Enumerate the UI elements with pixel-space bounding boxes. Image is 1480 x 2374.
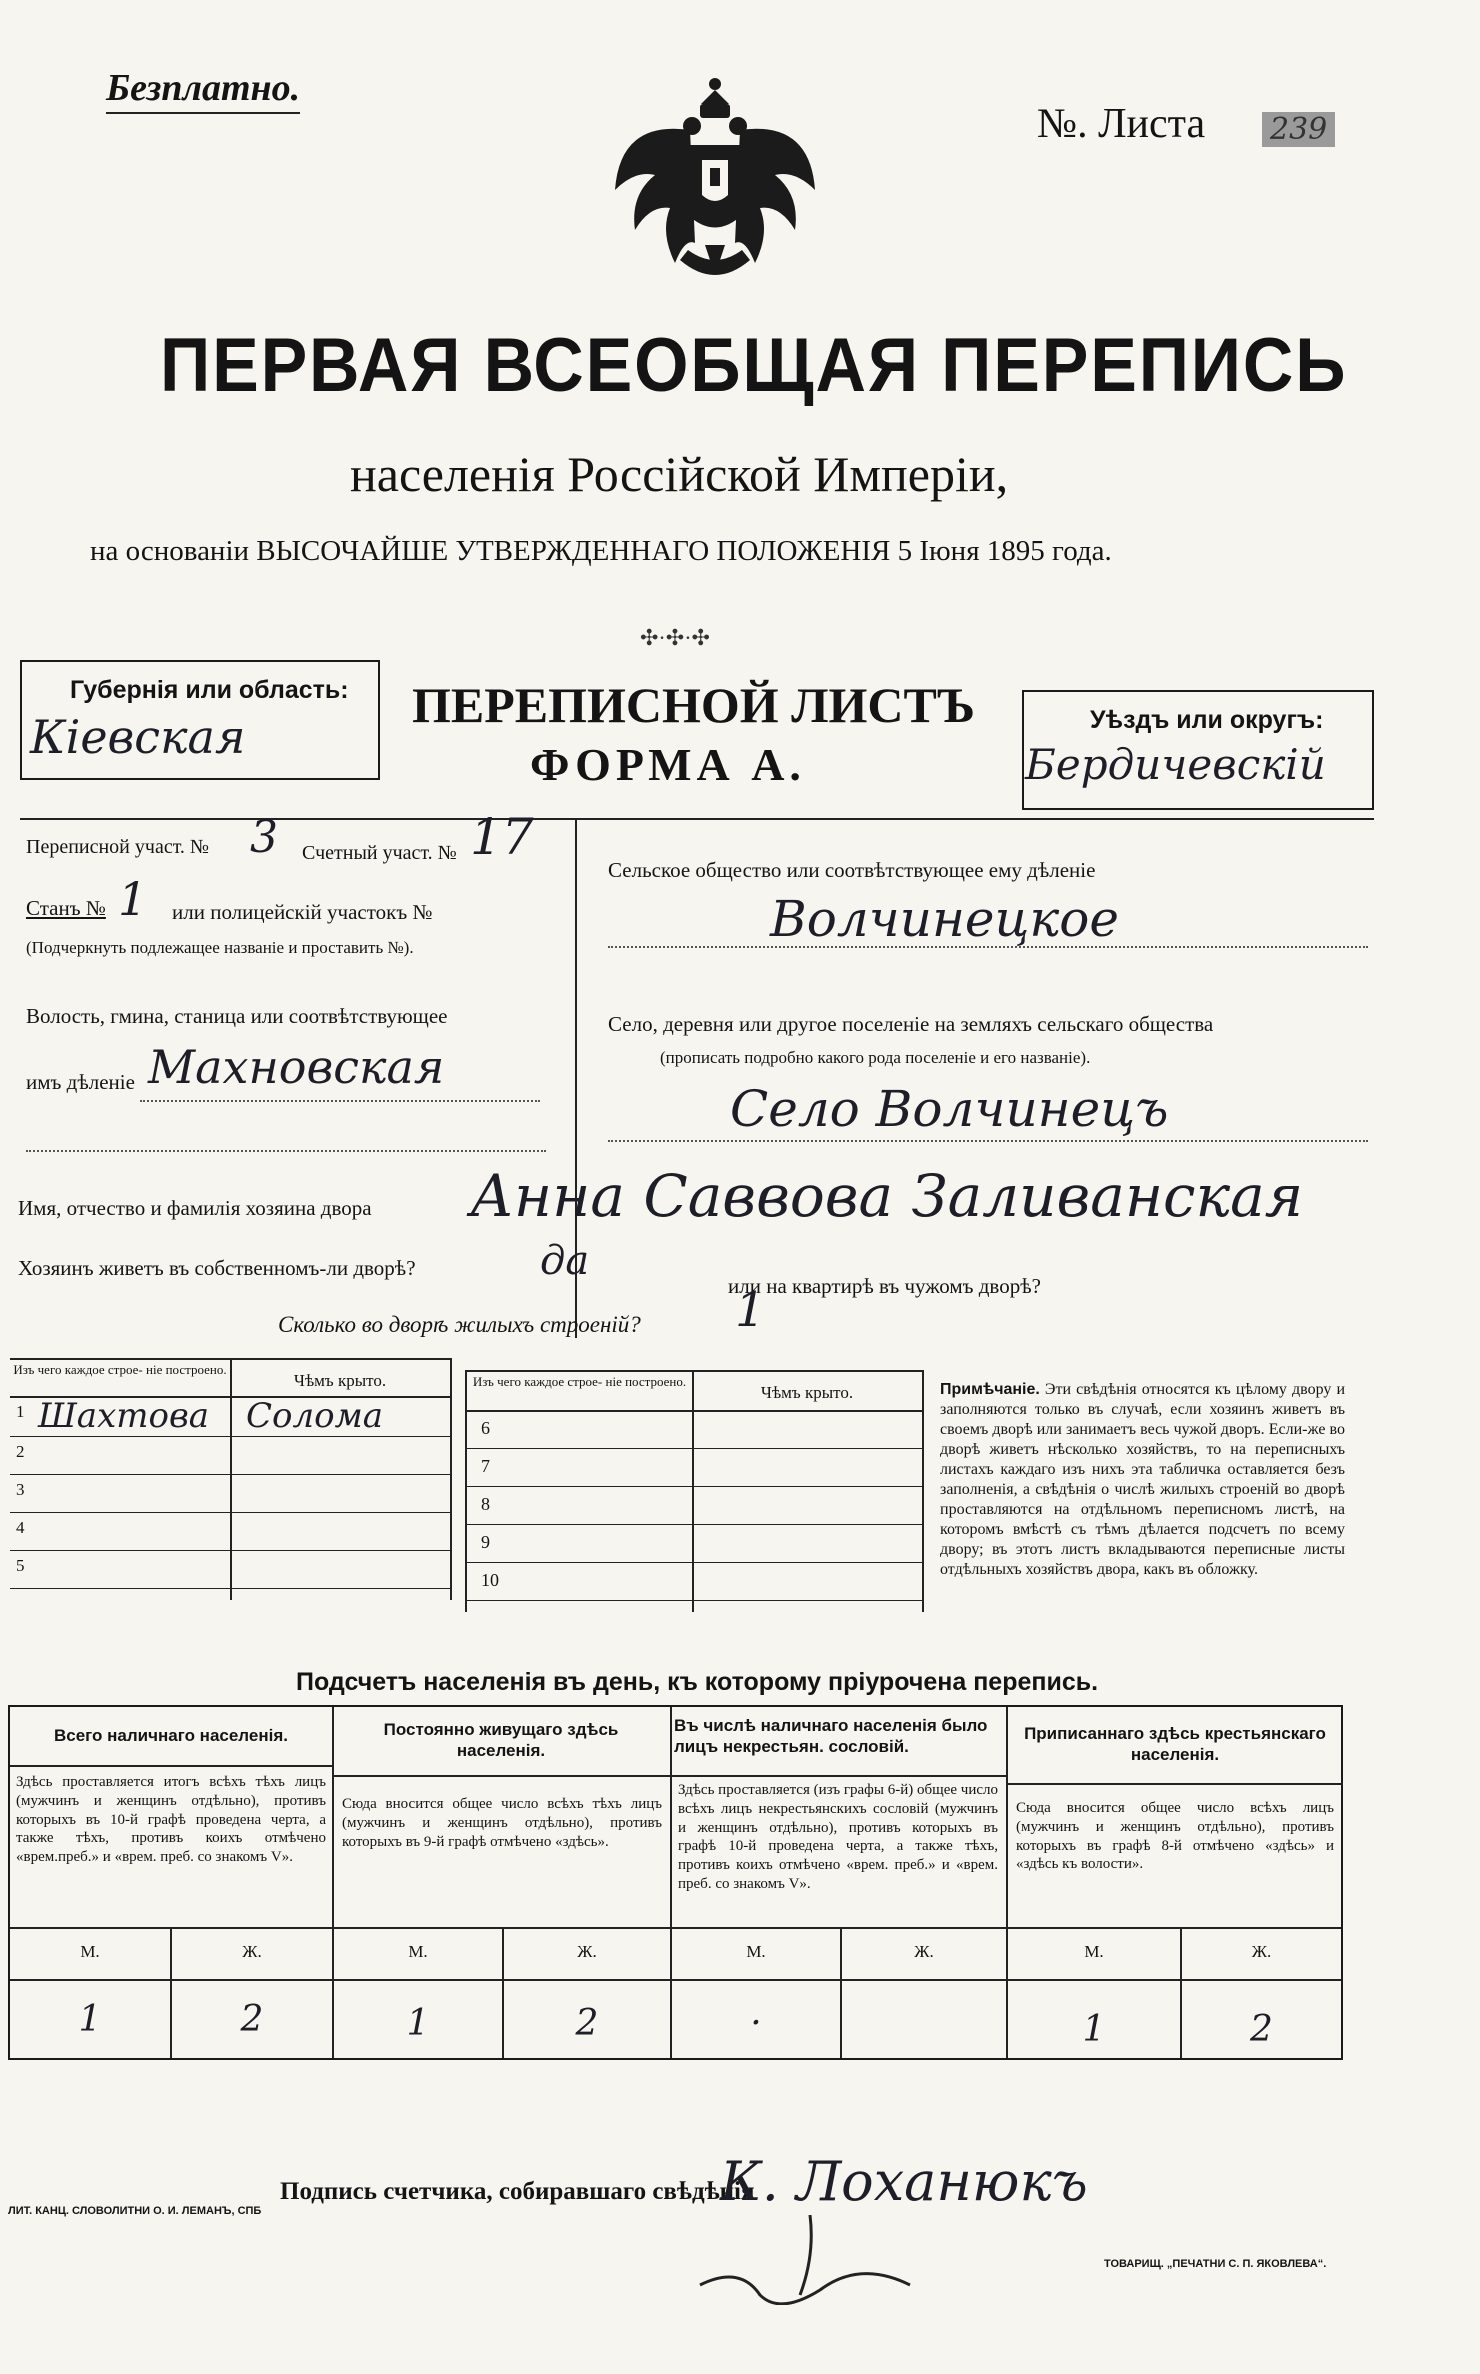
group-1-desc: Здѣсь проставляется итогъ всѣхъ тѣхъ лицъ (мужчинъ и женщинъ отдѣльно), противъ которыхъ въ 10-й графѣ проведена черта, а также тѣхъ, противъ коихъ отмѣчено «врем.преб.» и «врем. преб. со знакомъ V». bbox=[16, 1774, 326, 1865]
volost-label-2: имъ дѣленіе bbox=[26, 1070, 135, 1094]
own-yard-label: Хозяинъ живетъ въ собственномъ-ли дворѣ? bbox=[18, 1256, 416, 1280]
owner-name-value[interactable]: Анна Саввова Заливанская bbox=[470, 1162, 1304, 1230]
printer-left: ЛИТ. КАНЦ. СЛОВОЛИТНИ О. И. ЛЕМАНЪ, СПБ bbox=[8, 2205, 262, 2217]
note-text: Эти свѣдѣнія относятся къ цѣлому двору и заполняются только въ случаѣ, если хозяинъ живетъ въ своемъ дворѣ или занимаетъ весь чужой дворъ. Если-же во дворѣ живетъ нѣсколько хозяйствъ, то на переписныхъ листахъ каждаго изъ нихъ эта табличка оставляется безъ заполненія, а свѣдѣнія о числѣ жилыхъ строеній во дворѣ проставляются на отдѣльномъ переписномъ листѣ, на которомъ вмѣстѣ съ тѣмъ дѣлается подсчетъ по всему двору; въ этотъ листъ вкладываются переписные листы отдѣльныхъ хозяйствъ двора, какъ въ обложку. bbox=[940, 1381, 1346, 1578]
col-material-header: Изъ чего каждое строе- ніе построено. bbox=[13, 1362, 227, 1377]
col-roof-header-2: Чѣмъ крыто. bbox=[760, 1383, 854, 1402]
group-2-desc: Сюда вносится общее число всѣхъ тѣхъ лицъ (мужчинъ и женщинъ отдѣльно), противъ которыхъ въ 9-й графѣ отмѣчено «здѣсь». bbox=[342, 1796, 662, 1850]
form-subtitle: населенія Россійской Имперіи, bbox=[350, 446, 1009, 502]
col-roof-header: Чѣмъ крыто. bbox=[293, 1371, 387, 1390]
building-row-5-n: 5 bbox=[16, 1556, 25, 1575]
group-2-f-value[interactable]: 2 bbox=[575, 2003, 599, 2044]
group-2-m-header: М. bbox=[408, 1942, 428, 1961]
col-material-header-2: Изъ чего каждое строе- ніе построено. bbox=[472, 1374, 687, 1389]
group-3-f-header: Ж. bbox=[914, 1942, 934, 1961]
form-heading: ПЕРЕПИСНОЙ ЛИСТЪ bbox=[412, 677, 976, 733]
building-row-1-n: 1 bbox=[16, 1402, 25, 1421]
group-1-m-value[interactable]: 1 bbox=[78, 1999, 102, 2040]
building-row-10-n: 10 bbox=[481, 1570, 499, 1590]
signature-value[interactable]: К. Лоханюкъ bbox=[720, 2150, 1088, 2213]
building-row-7-n: 7 bbox=[481, 1456, 490, 1476]
ornament: ✣·✣·✣ bbox=[640, 625, 710, 650]
group-1-title: Всего наличнаго населенія. bbox=[54, 1726, 288, 1745]
stan-label: Станъ № bbox=[26, 896, 106, 920]
society-label: Сельское общество или соотвѣтствующее ему дѣленіе bbox=[608, 858, 1096, 882]
underline-instruction: (Подчеркнуть подлежащее названіе и проставить №). bbox=[26, 938, 414, 957]
group-4-title: Приписаннаго здѣсь крестьянскаго населенія. bbox=[1024, 1724, 1326, 1765]
building-row-1-material[interactable]: Шахтова bbox=[38, 1396, 210, 1436]
own-yard-value[interactable]: да bbox=[540, 1238, 590, 1284]
printer-right: ТОВАРИЩ. „ПЕЧАТНИ С. П. ЯКОВЛЕВА“. bbox=[1104, 2258, 1327, 2270]
building-row-1-roof[interactable]: Солома bbox=[246, 1396, 384, 1436]
building-row-8-n: 8 bbox=[481, 1494, 490, 1514]
building-row-2-n: 2 bbox=[16, 1442, 25, 1461]
province-label: Губернія или область: bbox=[70, 676, 349, 704]
village-instruction: (прописать подробно какого рода поселеніе и его названіе). bbox=[660, 1048, 1091, 1067]
count-section-label: Счетный участ. № bbox=[302, 842, 457, 864]
count-section-value[interactable]: 17 bbox=[470, 808, 534, 866]
census-section-value[interactable]: 3 bbox=[250, 812, 278, 863]
count-heading: Подсчетъ населенія въ день, къ которому пріурочена перепись. bbox=[296, 1668, 1099, 1696]
society-underline bbox=[608, 946, 1368, 948]
signature-label: Подпись счетчика, собиравшаго свѣдѣнія bbox=[280, 2178, 755, 2205]
group-3-m-value[interactable]: · bbox=[750, 2003, 762, 2044]
group-3-title: Въ числѣ наличнаго населенія было лицъ некрестьян. сословій. bbox=[674, 1716, 988, 1757]
group-3-m-header: М. bbox=[746, 1942, 766, 1961]
group-4-f-header: Ж. bbox=[1251, 1942, 1272, 1961]
signature-flourish bbox=[690, 2215, 1020, 2305]
rent-label: или на квартирѣ въ чужомъ дворѣ? bbox=[728, 1274, 1041, 1298]
village-label: Село, деревня или другое поселеніе на земляхъ сельскаго общества bbox=[608, 1012, 1214, 1036]
building-row-6-n: 6 bbox=[481, 1418, 490, 1438]
village-underline bbox=[608, 1140, 1368, 1142]
building-row-4-n: 4 bbox=[16, 1518, 25, 1537]
group-2-title: Постоянно живущаго здѣсь населенія. bbox=[383, 1720, 619, 1761]
province-value[interactable]: Кіевская bbox=[30, 710, 246, 764]
group-4-m-value[interactable]: 1 bbox=[1082, 2009, 1106, 2050]
district-value[interactable]: Бердичевскій bbox=[1025, 740, 1326, 789]
imperial-eagle-emblem bbox=[610, 70, 820, 305]
owner-name-label: Имя, отчество и фамилія хозяина двора bbox=[18, 1196, 372, 1220]
volost-underline bbox=[140, 1100, 540, 1102]
sheet-number-label: №. Листа bbox=[1037, 101, 1206, 147]
group-2-f-header: Ж. bbox=[577, 1942, 597, 1961]
group-4-desc: Сюда вносится общее число всѣхъ лицъ (мужчинъ и женщинъ отдѣльно), противъ которыхъ въ графѣ 8-й отмѣчено «здѣсь» и «здѣсь къ волости». bbox=[1016, 1800, 1334, 1873]
buildings-value[interactable]: 1 bbox=[735, 1282, 766, 1338]
buildings-table-right bbox=[465, 1370, 924, 1612]
stan-value[interactable]: 1 bbox=[118, 872, 148, 926]
note-title: Примѣчаніе. bbox=[940, 1381, 1040, 1398]
building-row-9-n: 9 bbox=[481, 1532, 490, 1552]
free-label: Безплатно. bbox=[106, 66, 300, 114]
group-1-m-header: М. bbox=[80, 1942, 100, 1961]
volost-value[interactable]: Махновская bbox=[148, 1040, 445, 1094]
legal-basis: на основаніи ВЫСОЧАЙШЕ УТВЕРЖДЕННАГО ПОЛОЖЕНІЯ 5 Іюня 1895 года. bbox=[90, 535, 1112, 567]
buildings-table-left bbox=[10, 1358, 452, 1600]
district-label: Уѣздъ или округъ: bbox=[1090, 706, 1324, 734]
buildings-note bbox=[940, 1380, 1345, 1580]
society-value[interactable]: Волчинецкое bbox=[770, 890, 1119, 948]
group-3-desc: Здѣсь проставляется (изъ графы 6-й) общее число всѣхъ лицъ некрестьянскихъ сословій (мужчинъ и женщинъ отдѣльно), противъ которыхъ въ графѣ 10-й проведена черта, а также тѣхъ, противъ коихъ отмѣчено «врем. преб.» и «врем. преб. со знакомъ V». bbox=[678, 1782, 998, 1892]
buildings-label: Сколько во дворѣ жилыхъ строеній? bbox=[278, 1312, 641, 1337]
group-4-m-header: М. bbox=[1084, 1942, 1104, 1961]
divider-top bbox=[20, 818, 1374, 820]
village-value[interactable]: Село Волчинецъ bbox=[730, 1080, 1169, 1138]
volost-label: Волость, гмина, станица или соотвѣтствующее bbox=[26, 1004, 448, 1028]
sheet-number-value: 239 bbox=[1262, 112, 1335, 147]
form-title: ПЕРВАЯ ВСЕОБЩАЯ ПЕРЕПИСЬ bbox=[160, 323, 1348, 408]
group-2-m-value[interactable]: 1 bbox=[406, 2003, 430, 2044]
form-type: ФОРМА А. bbox=[530, 739, 806, 790]
group-4-f-value[interactable]: 2 bbox=[1250, 2009, 1273, 2050]
group-1-f-header: Ж. bbox=[242, 1942, 262, 1961]
building-row-3-n: 3 bbox=[16, 1480, 25, 1499]
census-section-label: Переписной участ. № bbox=[26, 836, 210, 858]
police-label: или полицейскій участокъ № bbox=[172, 900, 433, 924]
count-table bbox=[8, 1705, 1343, 2060]
volost-underline-2 bbox=[26, 1150, 546, 1152]
group-1-f-value[interactable]: 2 bbox=[240, 1999, 264, 2040]
